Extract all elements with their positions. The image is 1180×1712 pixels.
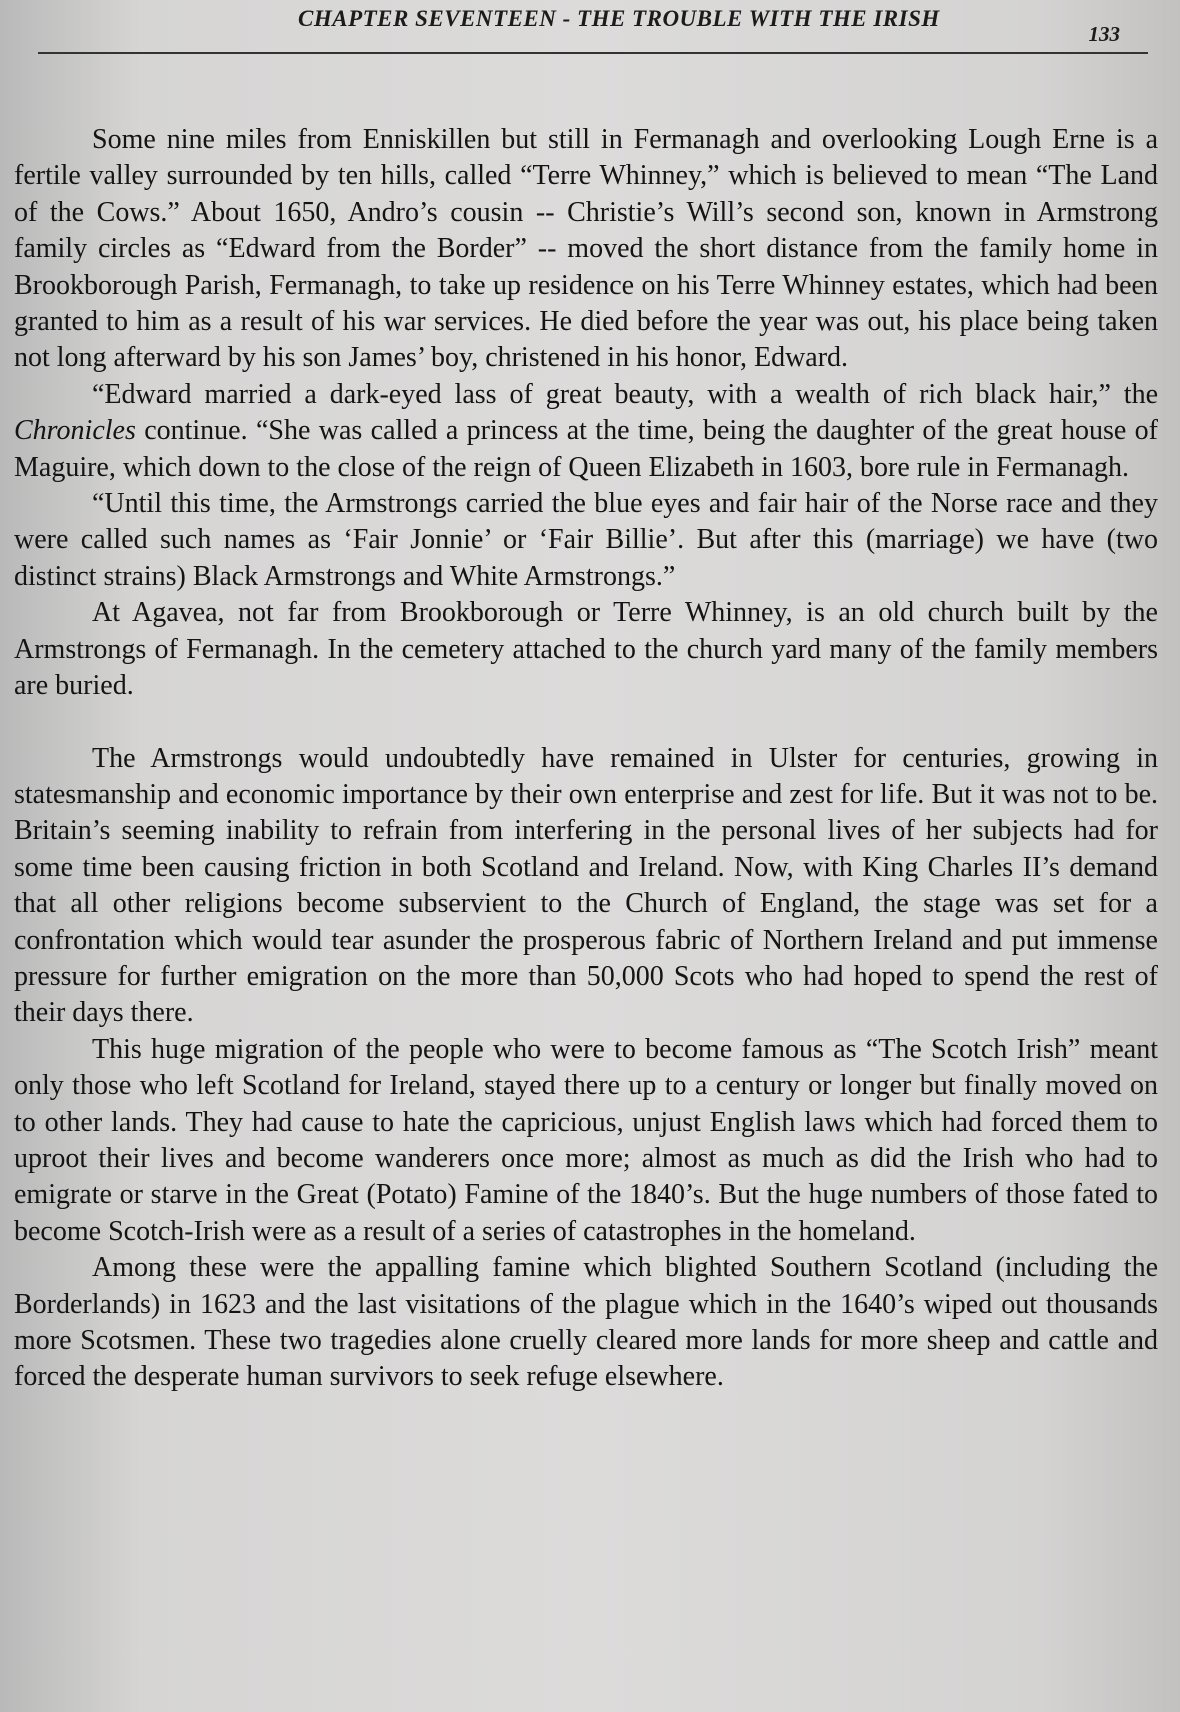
paragraph-text: “Edward married a dark-eyed lass of great beauty, with a wealth of rich black hair,” the <box>92 378 1158 410</box>
paragraph: Among these were the appalling famine which blighted Southern Scotland (including the Borderlands) in 1623 and the last visitations of the plague which in the 1640’s wiped out thousands more Scotsmen. These two tragedies alone cruelly cleared more lands for more sheep and cattle and forced the desperate human survivors to seek refuge elsewhere. <box>14 1252 1158 1393</box>
paragraph: Some nine miles from Enniskillen but still in Fermanagh and overlooking Lough Erne is a fertile valley surrounded by ten hills, called “Terre Whinney,” which is believed to mean “The Land of the Cows.” About 1650, Andro’s cousin -- Christie’s Will’s second son, known in Armstrong family circles as “Edward from the Border” -- moved the short distance from the family home in Brookborough Parish, Fermanagh, to take up residence on his Terre Whinney estates, which had been granted to him as a result of his war services. He died before the year was out, his place being taken not long afterward by his son James’ boy, christened in his honor, Edward. <box>14 124 1158 374</box>
paragraph: “Until this time, the Armstrongs carried the blue eyes and fair hair of the Norse race and they were called such names as ‘Fair Jonnie’ or ‘Fair Billie’. But after this (marriage) we have (two distinct strains) Black Armstrongs and White Armstrongs.” <box>14 488 1158 592</box>
paragraph: The Armstrongs would undoubtedly have remained in Ulster for centuries, growing in statesmanship and economic importance by their own enterprise and zest for life. But it was not to be. Britain’s seeming inability to refrain from interfering in the personal lives of her subjects had for some time been causing friction in both Scotland and Ireland. Now, with King Charles II’s demand that all other religions become subservient to the Church of England, the stage was set for a confrontation which would tear asunder the prosperous fabric of Northern Ireland and put immense pressure for further emigration on the more than 50,000 Scots who had hoped to spend the rest of their days there. <box>14 742 1158 1029</box>
body-text <box>14 122 1158 1396</box>
chapter-title: CHAPTER SEVENTEEN - THE TROUBLE WITH THE IRISH <box>298 6 940 31</box>
running-header <box>38 0 1148 54</box>
paragraph-text: continue. “She was called a princess at the time, being the daughter of the great house of Maguire, which down to the close of the reign of Queen Elizabeth in 1603, bore rule in Fermanagh. <box>14 415 1158 483</box>
paragraph <box>14 377 1158 486</box>
paragraph: This huge migration of the people who were to become famous as “The Scotch Irish” meant only those who left Scotland for Ireland, stayed there up to a century or longer but finally moved on to other lands. They had cause to hate the capricious, unjust English laws which had forced them to uproot their lives and become wanderers once more; almost as much as did the Irish who had to emigrate or starve in the Great (Potato) Famine of the 1840’s. But the huge numbers of those fated to become Scotch-Irish were as a result of a series of catastrophes in the homeland. <box>14 1033 1158 1247</box>
paragraph: At Agavea, not far from Brookborough or Terre Whinney, is an old church built by the Armstrongs of Fermanagh. In the cemetery attached to the church yard many of the family members are buried. <box>14 597 1158 702</box>
book-title-italic: Chronicles <box>14 415 136 447</box>
page-number: 133 <box>1088 22 1120 46</box>
